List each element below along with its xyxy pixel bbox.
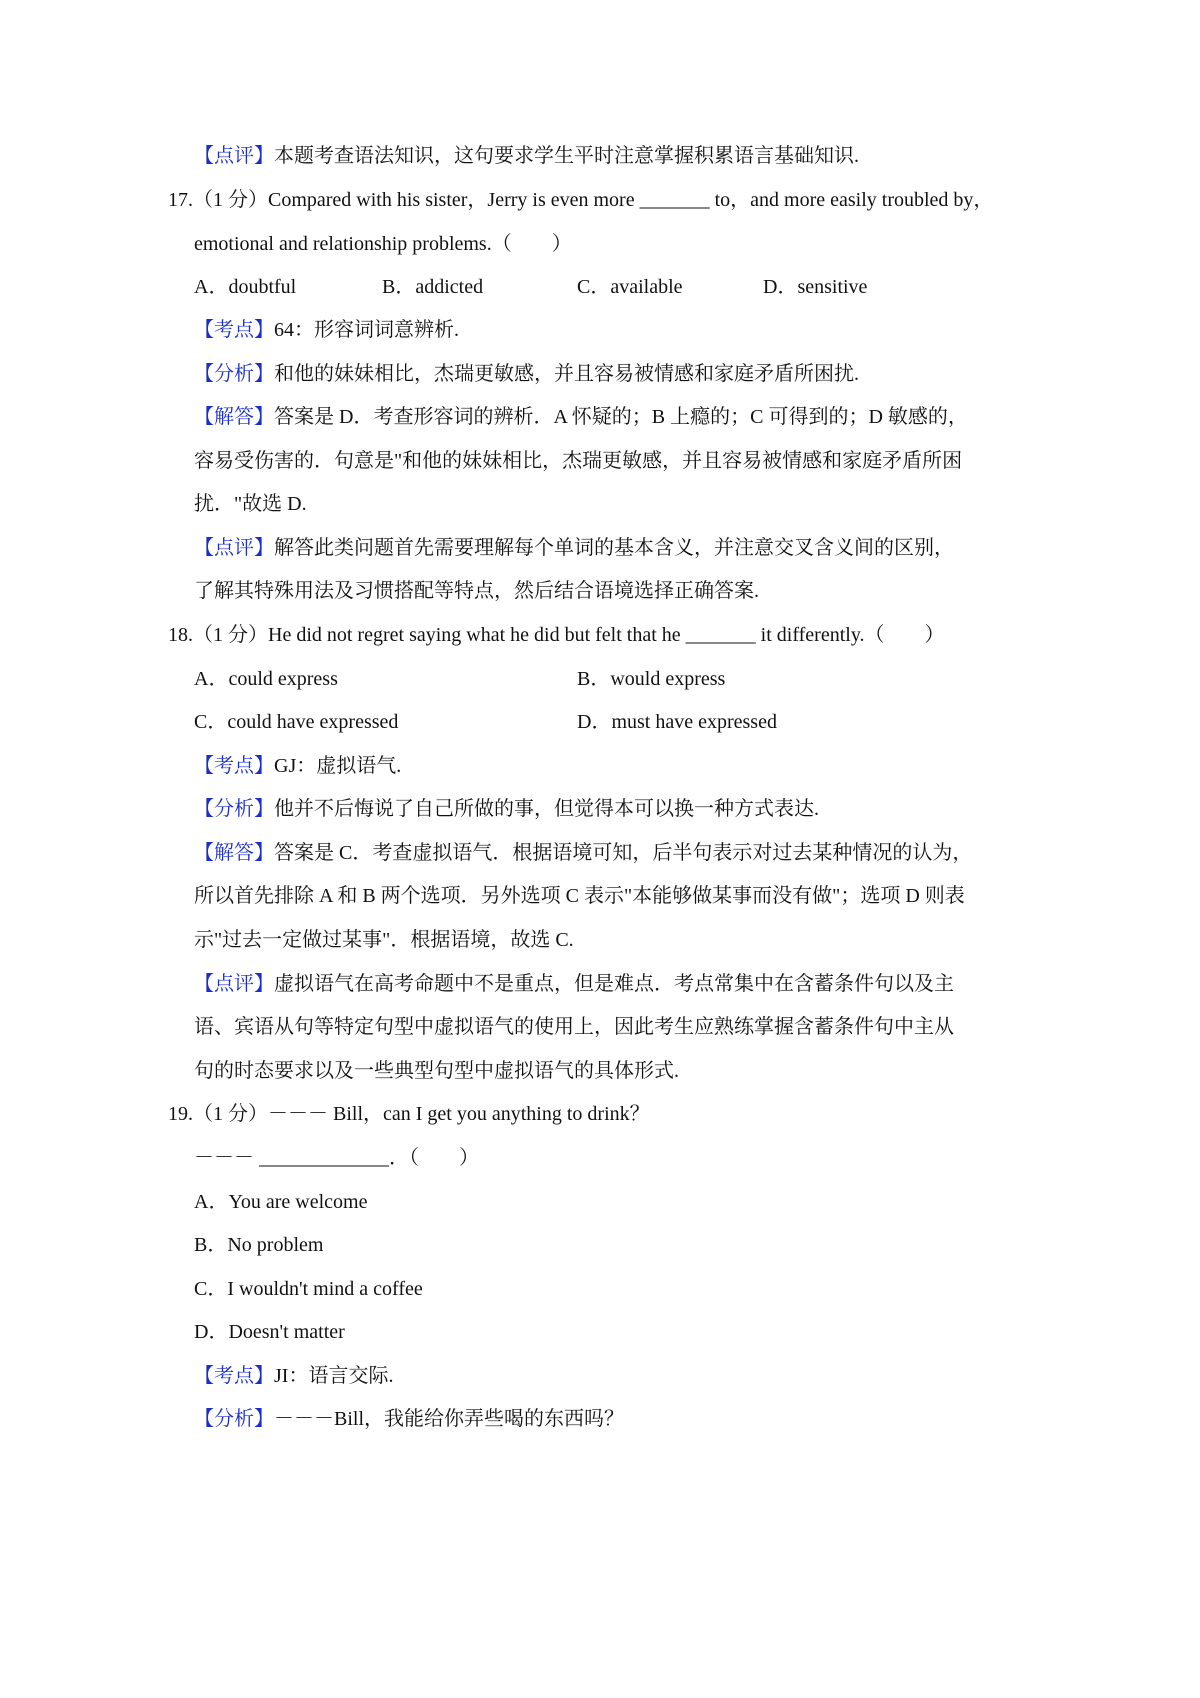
dianping-text: 解答此类问题首先需要理解每个单词的基本含义，并注意交叉含义间的区别，: [274, 537, 954, 559]
q18-dianping-line2: 语、宾语从句等特定句型中虚拟语气的使用上，因此考生应熟练掌握含蓄条件句中主从: [194, 1016, 954, 1038]
q18-kaodian: [194, 752, 401, 780]
q17-option-a: A．doubtful: [194, 276, 297, 298]
q18-option-c: C．could have expressed: [194, 711, 399, 733]
jieda-tag: 【解答】: [194, 842, 274, 864]
comment-tag: 【点评】: [194, 145, 274, 167]
q18-dianping-line1: [194, 970, 954, 998]
q16-comment: [194, 142, 859, 170]
q17-fenxi: [194, 360, 859, 388]
q17-stem-line1: 17.（1 分）Compared with his sister，Jerry is even more _______ to，and more easily troubled by，: [168, 189, 994, 211]
q17-jieda-line2: 容易受伤害的．句意是"和他的妹妹相比，杰瑞更敏感，并且容易被情感和家庭矛盾所困: [194, 450, 963, 472]
q18-option-b: B．would express: [577, 668, 726, 690]
q19-option-a: A．You are welcome: [194, 1191, 368, 1213]
fenxi-tag: 【分析】: [194, 363, 274, 385]
q19-option-b: B．No problem: [194, 1234, 324, 1256]
q17-option-d: D．sensitive: [763, 276, 868, 298]
q19-fenxi: [194, 1405, 624, 1433]
fenxi-text: －－－Bill，我能给你弄些喝的东西吗？: [274, 1408, 625, 1430]
jieda-text: 答案是 D．考查形容词的辨析．A 怀疑的；B 上瘾的；C 可得到的；D 敏感的，: [274, 406, 968, 428]
kaodian-tag: 【考点】: [194, 755, 274, 777]
q19-option-d: D．Doesn't matter: [194, 1321, 345, 1343]
q18-jieda-line3: 示"过去一定做过某事"．根据语境，故选 C.: [194, 929, 574, 951]
q17-kaodian: [194, 316, 459, 344]
comment-text: 本题考查语法知识，这句要求学生平时注意掌握积累语言基础知识.: [274, 145, 859, 167]
q17-dianping-line1: [194, 534, 954, 562]
kaodian-text: 64：形容词词意辨析.: [274, 319, 459, 341]
q18-jieda-line1: [194, 839, 972, 867]
q17-option-b: B．addicted: [382, 276, 484, 298]
q18-option-a: A．could express: [194, 668, 338, 690]
q18-stem: 18.（1 分）He did not regret saying what he did but felt that he _______ it differently.（ ）: [168, 624, 945, 646]
jieda-tag: 【解答】: [194, 406, 274, 428]
fenxi-tag: 【分析】: [194, 798, 274, 820]
q18-option-d: D．must have expressed: [577, 711, 777, 733]
kaodian-tag: 【考点】: [194, 319, 274, 341]
fenxi-tag: 【分析】: [194, 1408, 274, 1430]
q17-dianping-line2: 了解其特殊用法及习惯搭配等特点，然后结合语境选择正确答案.: [194, 580, 759, 602]
dianping-text: 虚拟语气在高考命题中不是重点，但是难点．考点常集中在含蓄条件句以及主: [274, 973, 954, 995]
q18-jieda-line2: 所以首先排除 A 和 B 两个选项．另外选项 C 表示"本能够做某事而没有做"；选项 D 则表: [194, 885, 965, 907]
q19-stem-line2: －－－ _____________．（ ）: [194, 1147, 479, 1169]
kaodian-tag: 【考点】: [194, 1365, 274, 1387]
fenxi-text: 和他的妹妹相比，杰瑞更敏感，并且容易被情感和家庭矛盾所困扰.: [274, 363, 859, 385]
jieda-text: 答案是 C．考查虚拟语气．根据语境可知，后半句表示对过去某种情况的认为，: [274, 842, 973, 864]
kaodian-text: GJ：虚拟语气.: [274, 755, 402, 777]
dianping-tag: 【点评】: [194, 537, 274, 559]
q18-dianping-line3: 句的时态要求以及一些典型句型中虚拟语气的具体形式.: [194, 1060, 679, 1082]
q19-stem-line1: 19.（1 分）－－－ Bill，can I get you anything to drink？: [168, 1103, 650, 1125]
q17-jieda-line1: [194, 403, 968, 431]
dianping-tag: 【点评】: [194, 973, 274, 995]
q19-kaodian: [194, 1362, 393, 1390]
q17-option-c: C．available: [577, 276, 683, 298]
q17-jieda-line3: 扰．"故选 D.: [194, 493, 307, 515]
q18-fenxi: [194, 795, 819, 823]
q19-option-c: C．I wouldn't mind a coffee: [194, 1278, 423, 1300]
q17-stem-line2: emotional and relationship problems.（ ）: [194, 233, 572, 255]
kaodian-text: JI：语言交际.: [274, 1365, 394, 1387]
fenxi-text: 他并不后悔说了自己所做的事，但觉得本可以换一种方式表达.: [274, 798, 819, 820]
